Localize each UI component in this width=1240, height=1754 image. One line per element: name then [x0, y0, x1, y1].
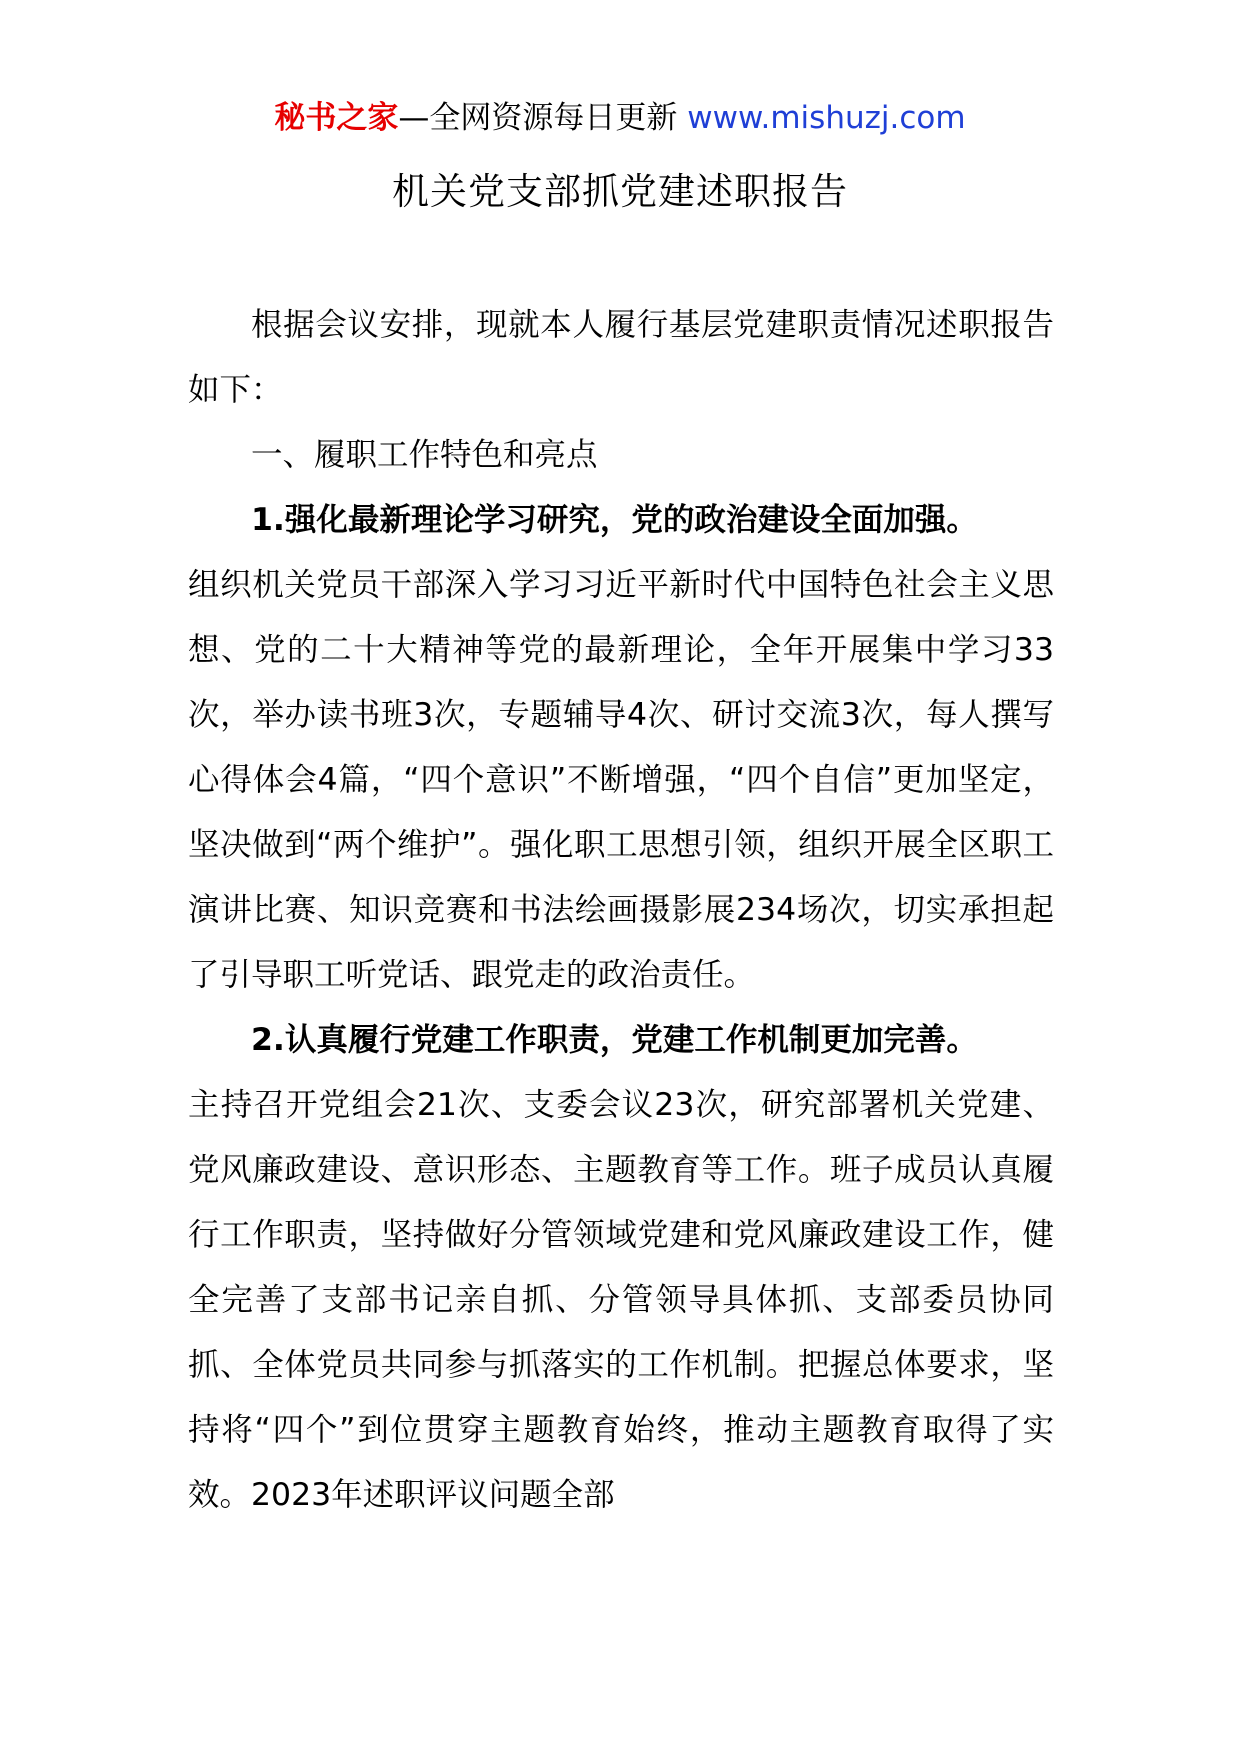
intro-paragraph: 根据会议安排，现就本人履行基层党建职责情况述职报告如下：	[188, 307, 1054, 408]
item-heading-2: 2.认真履行党建工作职责，党建工作机制更加完善。	[251, 1022, 978, 1058]
site-banner	[0, 98, 1240, 138]
site-tagline: —全网资源每日更新	[398, 100, 688, 136]
site-brand: 秘书之家	[274, 100, 399, 136]
item-body-2: 主持召开党组会21次、支委会议23次，研究部署机关党建、党风廉政建设、意识形态、主题教育等工作。班子成员认真履行工作职责，坚持做好分管领域党建和党风廉政建设工作，健全完善了支部书记亲自抓、分管领导具体抓、支部委员协同抓、全体党员共同参与抓落实的工作机制。把握总体要求，坚持将“四个”到位贯穿主题教育始终，推动主题教育取得了实效。2023年述职评议问题全部	[188, 1087, 1054, 1513]
item-body-1: 组织机关党员干部深入学习习近平新时代中国特色社会主义思想、党的二十大精神等党的最新理论，全年开展集中学习33次，举办读书班3次，专题辅导4次、研讨交流3次，每人撰写心得体会4篇，“四个意识”不断增强，“四个自信”更加坚定，坚决做到“两个维护”。强化职工思想引领，组织开展全区职工演讲比赛、知识竞赛和书法绘画摄影展234场次，切实承担起了引导职工听党话、跟党走的政治责任。	[188, 567, 1054, 993]
site-url[interactable]: www.mishuzj.com	[687, 100, 966, 136]
item-heading-1: 1.强化最新理论学习研究，党的政治建设全面加强。	[251, 502, 978, 538]
section-heading: 一、履职工作特色和亮点	[251, 437, 598, 473]
document-body	[188, 293, 1054, 1528]
document-title: 机关党支部抓党建述职报告	[392, 170, 848, 213]
